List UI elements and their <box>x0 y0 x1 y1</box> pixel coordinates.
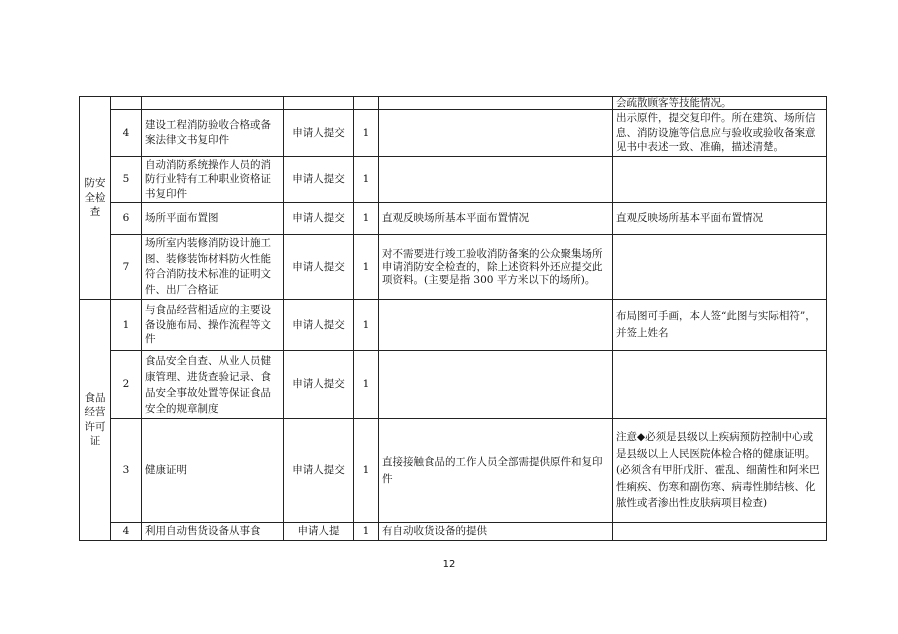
table-row <box>80 300 827 351</box>
description-cell: 有自动收货设备的提供 <box>379 523 613 541</box>
description-cell: 直观反映场所基本平面布置情况 <box>379 203 613 235</box>
table-row <box>80 351 827 419</box>
note-cell <box>613 351 827 419</box>
note-cell <box>613 235 827 300</box>
submitter-cell <box>284 97 354 110</box>
section-label-food-license: 食品经营许可证 <box>80 300 111 541</box>
description-cell <box>379 351 613 419</box>
material-cell: 场所平面布置图 <box>142 203 284 235</box>
material-cell: 场所室内装修消防设计施工图、装修装饰材料防火性能符合消防技术标准的证明文件、出厂合格证 <box>142 235 284 300</box>
description-cell <box>379 300 613 351</box>
table-row <box>80 110 827 157</box>
note-cell <box>613 523 827 541</box>
description-cell: 直接接触食品的工作人员全部需提供原件和复印件 <box>379 419 613 523</box>
num-cell: 7 <box>111 235 142 300</box>
table-row <box>80 523 827 541</box>
note-cell: 直观反映场所基本平面布置情况 <box>613 203 827 235</box>
table-row <box>80 156 827 203</box>
table-row <box>80 419 827 523</box>
material-cell: 建设工程消防验收合格或备案法律文书复印件 <box>142 110 284 157</box>
num-cell: 1 <box>111 300 142 351</box>
num-cell: 3 <box>111 419 142 523</box>
table-row <box>80 203 827 235</box>
count-cell: 1 <box>354 300 379 351</box>
material-cell: 食品安全自查、从业人员健康管理、进货查验记录、食品安全事故处置等保证食品安全的规章制度 <box>142 351 284 419</box>
description-cell <box>379 97 613 110</box>
description-cell: 对不需要进行竣工验收消防备案的公众聚集场所申请消防安全检查的，除上述资料外还应提交此项资料。(主要是指 300 平方米以下的场所)。 <box>379 235 613 300</box>
material-cell <box>142 97 284 110</box>
num-cell: 6 <box>111 203 142 235</box>
num-cell <box>111 97 142 110</box>
requirements-table <box>79 96 827 541</box>
submitter-cell: 申请人提交 <box>284 156 354 203</box>
submitter-cell: 申请人提交 <box>284 300 354 351</box>
material-cell: 与食品经营相适应的主要设备设施布局、操作流程等文件 <box>142 300 284 351</box>
table-row <box>80 235 827 300</box>
note-cell: 注意◆必须是县级以上疾病预防控制中心或是县级以上人民医院体检合格的健康证明。(必须含有甲肝戊肝、霍乱、细菌性和阿米巴性痢疾、伤寒和副伤寒、病毒性肺结核、化脓性或者渗出性皮肤病项目检查) <box>613 419 827 523</box>
count-cell: 1 <box>354 419 379 523</box>
description-cell <box>379 110 613 157</box>
submitter-cell: 申请人提交 <box>284 110 354 157</box>
table-row <box>80 97 827 110</box>
num-cell: 4 <box>111 523 142 541</box>
material-cell: 健康证明 <box>142 419 284 523</box>
submitter-cell: 申请人提交 <box>284 419 354 523</box>
material-cell: 利用自动售货设备从事食 <box>142 523 284 541</box>
page-number: 12 <box>442 559 456 570</box>
count-cell: 1 <box>354 523 379 541</box>
num-cell: 4 <box>111 110 142 157</box>
submitter-cell: 申请人提交 <box>284 203 354 235</box>
num-cell: 2 <box>111 351 142 419</box>
count-cell: 1 <box>354 203 379 235</box>
note-cell <box>613 156 827 203</box>
material-cell: 自动消防系统操作人员的消防行业特有工种职业资格证书复印件 <box>142 156 284 203</box>
count-cell: 1 <box>354 156 379 203</box>
num-cell: 5 <box>111 156 142 203</box>
section-label-fire-safety: 防安全检查 <box>80 97 111 300</box>
description-cell <box>379 156 613 203</box>
submitter-cell: 申请人提交 <box>284 351 354 419</box>
note-cell: 布局图可手画，本人签“此图与实际相符”，并签上姓名 <box>613 300 827 351</box>
count-cell: 1 <box>354 235 379 300</box>
note-cell: 出示原件，提交复印件。所在建筑、场所信息、消防设施等信息应与验收或验收备案意见书中表述一致、准确，描述清楚。 <box>613 110 827 157</box>
submitter-cell: 申请人提 <box>284 523 354 541</box>
count-cell: 1 <box>354 110 379 157</box>
note-cell: 会疏散顾客等技能情况。 <box>613 97 827 110</box>
submitter-cell: 申请人提交 <box>284 235 354 300</box>
count-cell: 1 <box>354 351 379 419</box>
count-cell <box>354 97 379 110</box>
